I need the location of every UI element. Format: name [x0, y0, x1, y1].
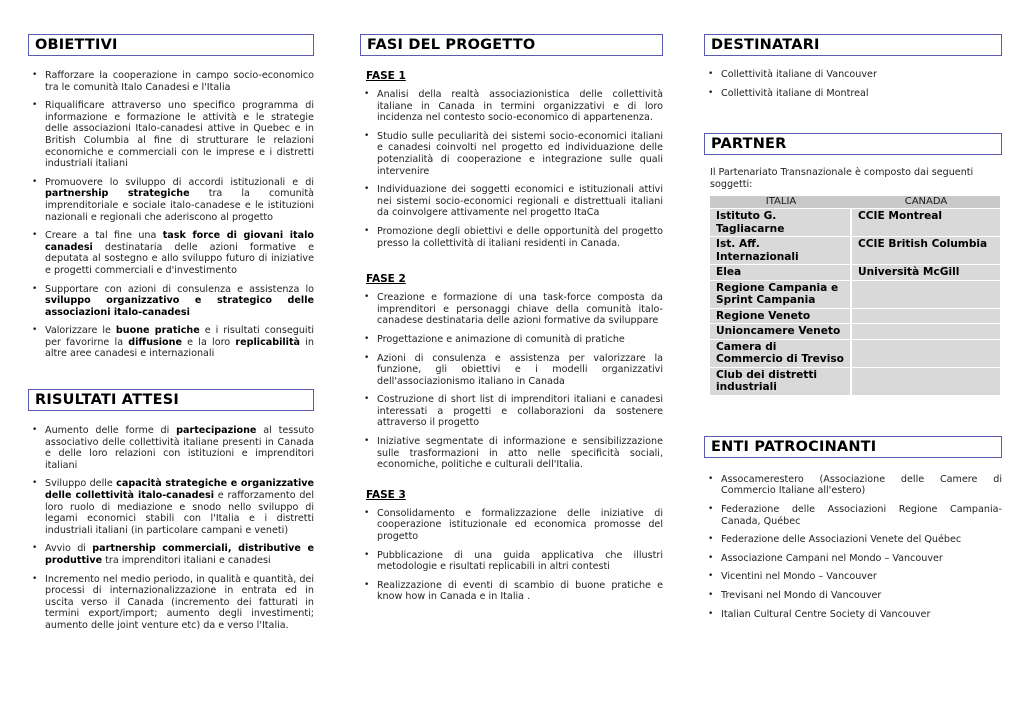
table-row [710, 280, 1000, 308]
destinatari-list [704, 69, 1002, 99]
cell-italia: Regione Veneto [710, 308, 852, 324]
cell-italia: Unioncamere Veneto [710, 323, 852, 339]
text: al tessuto associativo delle collettività italiane presenti in Canada e delle loro relazioni con istituzioni e imprenditori italiani [45, 425, 314, 471]
cell-canada: CCIE British Columbia [852, 236, 1000, 264]
text: Italian Cultural Centre Society di Vancouver [721, 608, 931, 620]
list-item [28, 325, 314, 360]
text: tra imprenditori italiani e canadesi [102, 555, 271, 566]
cell-italia: Istituto G. Tagliacarne [710, 208, 852, 236]
list-item [704, 609, 1002, 621]
enti-heading: ENTI PATROCINANTI [704, 436, 1002, 458]
bold-text: partnership commerciali, distributive e produttive [45, 543, 315, 566]
bold-text: replicabilità [235, 336, 301, 348]
fasi-heading: FASI DEL PROGETTO [360, 34, 663, 56]
partner-intro: Il Partenariato Transnazionale è composto dai seguenti soggetti: [710, 167, 974, 190]
column-middle [360, 34, 663, 610]
text: Creazione e formazione di una task-force composta da imprenditori e personaggi chiave della comunità italo-canadese destinataria delle azioni formative da sviluppare [377, 292, 663, 327]
bold-text: diffusione [128, 336, 182, 348]
text: Individuazione dei soggetti economici e istituzionali attivi nei sistemi socio-economici regionali e distrettuali italiani da coinvolgere attivamente nel progetto ItaCa [377, 184, 663, 219]
text: Pubblicazione di una guida applicativa che illustri metodologie e risultati replicabili in altri contesti [377, 549, 663, 573]
destinatari-heading: DESTINATARI [704, 34, 1002, 56]
text: Analisi della realtà associazionistica delle collettività italiane in Canada in termini organizzativi e di loro incidenza nel contesto socio-economico di appartenenza. [377, 89, 663, 124]
list-item [28, 425, 314, 471]
list-item [704, 504, 1002, 527]
table-row [710, 208, 1000, 236]
list-item [360, 580, 663, 603]
text: Azioni di consulenza e assistenza per valorizzare la funzione, gli obiettivi e i modelli organizzativi dell'associazionismo italiano in Canada [377, 352, 663, 387]
partner-heading: PARTNER [704, 133, 1002, 155]
bold-text: task force di giovani italo canadesi [45, 230, 314, 253]
list-item [28, 100, 314, 170]
text: Promuovere lo sviluppo di accordi istituzionali e di [45, 176, 314, 188]
fase-1-label: FASE 1 [366, 70, 406, 82]
text: Collettività italiane di Vancouver [721, 69, 877, 80]
table-row [710, 264, 1000, 280]
text: in altre aree canadesi e internazionali [45, 336, 314, 360]
cell-canada [852, 339, 1000, 367]
fase-3-label: FASE 3 [366, 488, 406, 501]
table-row [710, 367, 1000, 395]
list-item [704, 590, 1002, 602]
list-item [360, 292, 663, 327]
fase-2-section [360, 273, 663, 471]
text: Associazione Campani nel Mondo – Vancouver [721, 552, 943, 564]
fase-2-label: FASE 2 [366, 273, 406, 286]
risultati-heading: RISULTATI ATTESI [28, 389, 314, 411]
text: Costruzione di short list di imprenditori italiani e canadesi interessati a progetti e collaborazioni da sostenere attraverso il progetto [377, 394, 663, 429]
text: Trevisani nel Mondo di Vancouver [721, 590, 882, 602]
text: Sviluppo delle [45, 478, 117, 490]
bold-text: buone pratiche [115, 325, 200, 337]
text: destinataria delle azioni formative e deputata al sostegno e allo sviluppo futuro di iniziative e progetti commerciali e d'investimento [45, 241, 314, 276]
fase-3-list [360, 508, 663, 603]
obiettivi-list [28, 70, 314, 360]
fase-1-list [360, 89, 663, 249]
list-item [360, 334, 663, 346]
table-row [710, 339, 1000, 367]
text: Assocamerestero (Associazione delle Camere di Commercio Italiane all'estero) [721, 473, 1002, 497]
list-item [704, 69, 1002, 81]
partner-table [710, 196, 1000, 395]
cell-canada: Università McGill [852, 264, 1000, 280]
list-item [28, 478, 314, 536]
text: Federazione delle Associazioni Regione Campania-Canada, Québec [721, 504, 1002, 527]
list-item [360, 353, 663, 388]
text: Vicentini nel Mondo – Vancouver [721, 571, 877, 583]
header-italia: ITALIA [710, 196, 852, 208]
text: e la loro [181, 336, 236, 348]
header-canada: CANADA [852, 196, 1000, 208]
cell-italia: Elea [710, 264, 852, 280]
text: Progettazione e animazione di comunità di pratiche [377, 333, 625, 345]
partner-table-header [710, 196, 1000, 208]
text: Supportare con azioni di consulenza e assistenza lo [45, 283, 314, 295]
cell-canada [852, 280, 1000, 308]
list-item [28, 177, 314, 223]
cell-italia: Regione Campania e Sprint Campania [710, 280, 852, 308]
risultati-list [28, 425, 314, 632]
list-item [704, 534, 1002, 546]
list-item [28, 574, 314, 632]
table-row [710, 323, 1000, 339]
enti-list [704, 474, 1002, 620]
list-item [360, 550, 663, 573]
text: Realizzazione di eventi di scambio di buone pratiche e know how in Canada e in Italia . [377, 579, 663, 603]
cell-canada [852, 308, 1000, 324]
cell-canada [852, 323, 1000, 339]
text: Avvio di [45, 543, 93, 555]
list-item [360, 394, 663, 429]
text: Promozione degli obiettivi e delle opportunità del progetto presso la collettività di italiani residenti in Canada. [377, 225, 663, 249]
list-item [360, 436, 663, 471]
text: Incremento nel medio periodo, in qualità e quantità, dei processi di internazionalizzazione in entrata ed in uscita verso il Canada (incremento dei fatturati in termini export/import; aumento degli investimenti; aumento delle joint venture etc) da e verso l'Italia. [45, 573, 314, 631]
text: Studio sulle peculiarità dei sistemi socio-economici italiani e canadesi coinvolti nel progetto ed individuazione delle potenzialità di cooperazione e integrazione sulle quali intervenire [377, 130, 663, 177]
list-item [360, 131, 663, 177]
text: Iniziative segmentate di informazione e sensibilizzazione sulle trasformazioni in atto nelle specificità sociali, economiche, politiche e culturali dell'Italia. [377, 436, 663, 471]
text: Collettività italiane di Montreal [721, 87, 869, 99]
list-item [704, 571, 1002, 583]
column-right [704, 34, 1002, 627]
list-item [704, 88, 1002, 100]
cell-canada: CCIE Montreal [852, 208, 1000, 236]
bold-text: partecipazione [176, 425, 257, 437]
cell-italia: Club dei distretti industriali [710, 367, 852, 395]
text: Creare a tal fine una [45, 230, 163, 242]
obiettivi-heading: OBIETTIVI [28, 34, 314, 56]
list-item [28, 543, 314, 566]
list-item [360, 508, 663, 543]
text: Riqualificare attraverso uno specifico programma di informazione e formazione le attività e le strategie delle associazioni Italo-canadesi attive in Quebec e in British Columbia al fine di strutturare le relazioni economiche e commerciali con le imprese e i distretti industriali italiani [45, 100, 314, 170]
text: e i risultati conseguiti per favorirne la [45, 325, 315, 348]
column-left [28, 34, 314, 639]
list-item [704, 553, 1002, 565]
list-item [360, 184, 663, 219]
fase-1-section [360, 70, 663, 249]
cell-italia: Camera di Commercio di Treviso [710, 339, 852, 367]
fase-2-list [360, 292, 663, 471]
fase-3-section [360, 489, 663, 603]
table-row [710, 236, 1000, 264]
text: tra la comunità imprenditoriale e sociale italo-canadese e le istituzioni nazionali e regionali che aderiscono al progetto [45, 188, 314, 223]
text: e rafforzamento del loro ruolo di mediazione e snodo nello sviluppo di legami economici stabili con l'Italia e i distretti industriali italiani (in particolare campani e veneti) [45, 490, 314, 536]
text: Federazione delle Associazioni Venete del Québec [721, 534, 962, 546]
bold-text: capacità strategiche e organizzative delle collettività italo-canadesi [45, 478, 314, 502]
cell-canada [852, 367, 1000, 395]
text: Rafforzare la cooperazione in campo socio-economico tra le comunità Italo Canadesi e l'Italia [45, 70, 314, 93]
text: Aumento delle forme di [45, 425, 177, 437]
list-item [360, 89, 663, 124]
text: Consolidamento e formalizzazione delle iniziative di cooperazione istituzionale ed economica promosse del progetto [377, 507, 663, 543]
table-row [710, 308, 1000, 324]
cell-italia: Ist. Aff. Internazionali [710, 236, 852, 264]
bold-text: partnership strategiche [45, 188, 190, 200]
list-item [28, 284, 314, 319]
list-item [28, 230, 314, 276]
bold-text: sviluppo organizzativo e strategico delle associazioni italo-canadesi [45, 295, 314, 318]
list-item [704, 474, 1002, 497]
list-item [28, 70, 314, 93]
text: Valorizzare le [45, 325, 116, 337]
list-item [360, 226, 663, 249]
